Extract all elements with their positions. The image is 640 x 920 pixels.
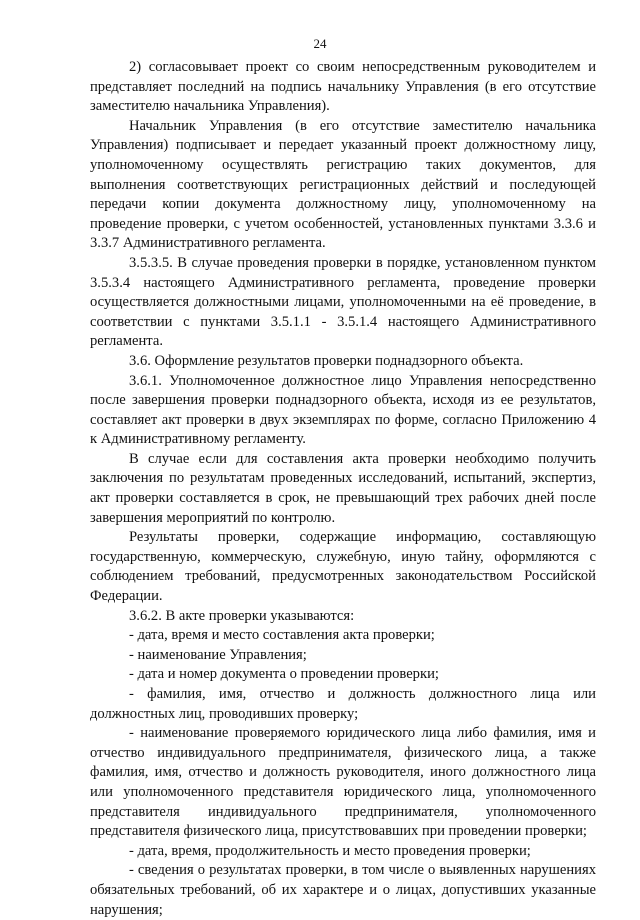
document-body bbox=[90, 58, 596, 920]
paragraph-3-6-2: 3.6.2. В акте проверки указываются: bbox=[129, 607, 355, 624]
paragraph-3-6-heading: 3.6. Оформление результатов проверки поднадзорного объекта. bbox=[129, 352, 524, 369]
list-item: - фамилия, имя, отчество и должность должностного лица или должностных лиц, проводивших проверку; bbox=[90, 686, 596, 722]
paragraph-head-signs: Начальник Управления (в его отсутствие заместителю начальника Управления) подписывает и передает указанный проект должностному лицу, уполномоченному осуществлять регистрацию таких документов, для выполнения соответствующих регистрационных действий и последующей передачи копии документа должностному лицу, уполномоченному на проведение проверки, с учетом особенностей, установленных пунктами 3.3.6 и 3.3.7 Административного регламента. bbox=[90, 117, 596, 252]
page-number: 24 bbox=[313, 36, 327, 51]
paragraph-approval: 2) согласовывает проект со своим непосредственным руководителем и представляет последний на подпись начальнику Управления (в его отсутствие заместителю начальника Управления). bbox=[90, 59, 596, 115]
list-item: - наименование Управления; bbox=[129, 646, 307, 663]
list-item: - наименование проверяемого юридического лица либо фамилия, имя и отчество индивидуального предпринимателя, физического лица, а также фамилия, имя, отчество и должность руководителя, иного должностного лица или уполномоченного представителя юридического лица, уполномоченного представителя индивидуального предпринимателя, уполномоченного представителя физического лица, присутствовавших при проведении проверки; bbox=[90, 725, 596, 840]
list-item: - дата и номер документа о проведении проверки; bbox=[129, 666, 439, 683]
paragraph-secret-info: Результаты проверки, содержащие информацию, составляющую государственную, коммерческую, служебную, иную тайну, оформляются с соблюдением требований, предусмотренных законодательством Российской Федерации. bbox=[90, 529, 596, 605]
list-item: - дата, время и место составления акта проверки; bbox=[129, 627, 435, 644]
paragraph-3-5-3-5: 3.5.3.5. В случае проведения проверки в порядке, установленном пунктом 3.5.3.4 настоящего Административного регламента, проведение проверки осуществляется должностными лицами, уполномоченными на её проведение, в соответствии с пунктами 3.5.1.1 - 3.5.1.4 настоящего Административного регламента. bbox=[90, 254, 596, 350]
paragraph-expertise: В случае если для составления акта проверки необходимо получить заключения по результатам проведенных исследований, испытаний, экспертиз, акт проверки составляется в срок, не превышающий трех рабочих дней после завершения мероприятий по контролю. bbox=[90, 450, 596, 526]
list-item: - дата, время, продолжительность и место проведения проверки; bbox=[129, 842, 531, 859]
list-item: - сведения о результатах проверки, в том числе о выявленных нарушениях обязательных требований, об их характере и о лицах, допустивших указанные нарушения; bbox=[90, 862, 596, 918]
paragraph-3-6-1: 3.6.1. Уполномоченное должностное лицо Управления непосредственно после завершения проверки поднадзорного объекта, исходя из ее результатов, составляет акт проверки в двух экземплярах по форме, согласно Приложению 4 к Административному регламенту. bbox=[90, 372, 596, 448]
